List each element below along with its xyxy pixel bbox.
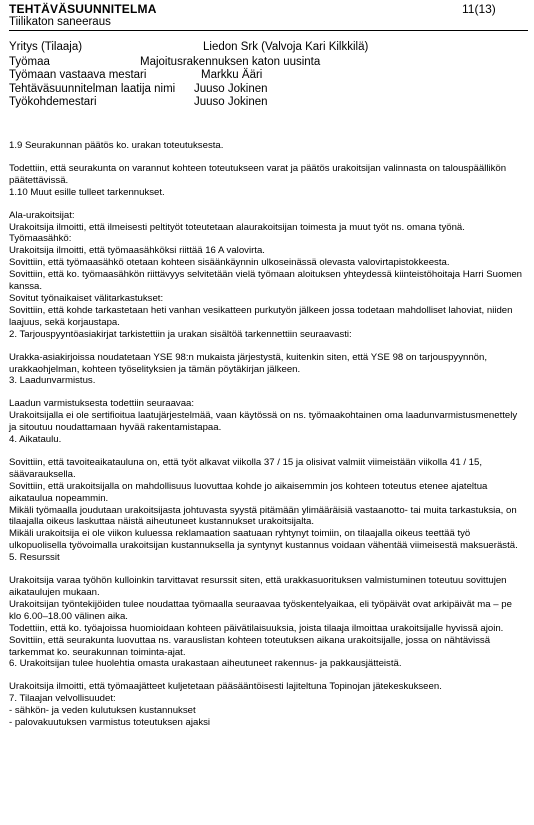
paragraph: Urakoitsija varaa työhön kulloinkin tarvittavat resurssit siten, että urakkasuorituksen valmistuminen toteutuu sovittujen aikataulujen mukaan. Urakoitsijan työntekijöiden tulee noudattaa työmaalla seuraavaa työskentelyaikaa, eli työpäivät ovat arkipäivät ma – pe klo 6.00–18.00 välinen aika. Todettiin, että ko. työajoissa huomioidaan kohteen päivätilaisuuksia, joista tilaaja ilmoittaa urakoitsijalle hyvissä ajoin. Sovittiin, että seurakunta luovuttaa ns. varauslistan kohteen toteutuksen aikana urakoitsijalle, jossa on nähtävissä tarkemmat ko. seurakunnan toiminta-ajat. 6. Urakoitsijan tulee huolehtia omasta urakastaan aiheutuneet rakennus- ja pakkausjätteistä. (9, 575, 512, 670)
paragraph: Urakoitsija ilmoitti, että työmaajätteet kuljetetaan pääsääntöisesti lajiteltuna Topinojan jätekeskukseen. 7. Tilaajan velvollisuudet: - sähkön- ja veden kulutuksen kustannukset - palovakuutuksen varmistus toteutuksen ajaksi (9, 681, 442, 729)
paragraph-gap (9, 670, 524, 681)
paragraph-gap (9, 341, 524, 352)
work-label: Työmaa (9, 56, 50, 68)
page-number: 11(13) (462, 2, 496, 16)
paragraph: Urakka-asiakirjoissa noudatetaan YSE 98:n mukaista järjestystä, kuitenkin siten, että YSE 98 on tarjouspyynnön, urakkaohjelman, kohteen työselityksien ja tämän pöytäkirjan jälkeen. 3. Laadunvarmistus. (9, 351, 488, 387)
work-value: Majoitusrakennuksen katon uusinta (140, 56, 321, 68)
foreman-value: Markku Ääri (201, 69, 263, 81)
header-divider (9, 30, 528, 31)
company-value: Liedon Srk (Valvoja Kari Kilkkilä) (203, 41, 369, 53)
paragraph-gap (9, 564, 524, 575)
planner-label: Tehtäväsuunnitelman laatija nimi (9, 83, 176, 95)
paragraph: Sovittiin, että tavoiteaikatauluna on, että työt alkavat viikolla 37 / 15 ja olisivat valmiit viimeistään viikolla 41 / 15, säävarauksella. Sovittiin, että urakoitsijalla on mahdollisuus luovuttaa kohde jo aikaisemmin jos kohteen toteutus etenee ajateltua aikataulua nopeammin. Mikäli työmaalla joudutaan urakoitsijasta johtuvasta syystä pitämään ylimääräisiä vastaanotto- tai muita tarkastuksia, on tilaajalla oikeus laskuttaa näistä aiheutuneet kustannukset urakoitsijalta. Mikäli urakoitsija ei ole viikon kuluessa reklamaation saatuaan ryhtynyt toimiin, on tilaajalla oikeus teettää työ ulkopuolisella työvoimalla urakoitsijan kustannuksella ja syntynyt kustannus voidaan vähentää viimeisestä maksuerästä. 5. Resurssit (9, 456, 518, 564)
paragraph: Todettiin, että seurakunta on varannut kohteen toteutukseen varat ja päätös urakoitsijan valinnasta on talouspäällikön päätettävissä. 1.10 Muut esille tulleet tarkennukset. (9, 162, 507, 198)
paragraph-gap (9, 152, 524, 163)
paragraph-gap (9, 387, 524, 398)
planner-value: Juuso Jokinen (194, 83, 268, 95)
paragraph-gap (9, 199, 524, 210)
paragraph-gap (9, 446, 524, 457)
document-body (9, 140, 524, 729)
paragraph: 1.9 Seurakunnan päätös ko. urakan toteutuksesta. (9, 140, 224, 151)
paragraph: Ala-urakoitsijat: Urakoitsija ilmoitti, että ilmeisesti peltityöt toteutetaan alaurakoitsijan toimesta ja muut työt ns. omana työnä. Työmaasähkö: Urakoitsija ilmoitti, että työmaasähköksi riittää 16 A valovirta. Sovittiin, että työmaasähkö otetaan kohteen sisäänkäynnin ulkoseinässä olevasta valovirtapistokkeesta. Sovittiin, että ko. työmaasähkön riittävyys selvitetään vielä työmaan aloituksen yhteydessä kiinteistöhoitaja Harri Suomen kanssa. Sovitut työnaikaiset välitarkastukset: Sovittiin, että kohde tarkastetaan heti vanhan vesikatteen purkutyön jälkeen jossa todetaan mahdolliset lahoviat, niiden laajuus, sekä korjaustapa. 2. Tarjouspyyntöasiakirjat tarkistettiin ja urakan sisältöä tarkennettiin seuraavasti: (9, 209, 522, 340)
paragraph: Laadun varmistuksesta todettiin seuraavaa: Urakoitsijalla ei ole sertifioitua laatujärjestelmää, vaan käytössä on ns. työmaakohtainen oma laadunvarmistusmenettely ja sitoutuu noudattamaan hyvää rakentamistapaa. 4. Aikataulu. (9, 398, 518, 446)
site-foreman-value: Juuso Jokinen (194, 96, 268, 108)
company-label: Yritys (Tilaaja) (9, 41, 83, 53)
document-title: TEHTÄVÄSUUNNITELMA (9, 2, 157, 16)
site-foreman-label: Työkohdemestari (9, 96, 97, 108)
foreman-label: Työmaan vastaava mestari (9, 69, 147, 81)
document-subtitle: Tiilikaton saneeraus (9, 16, 111, 28)
